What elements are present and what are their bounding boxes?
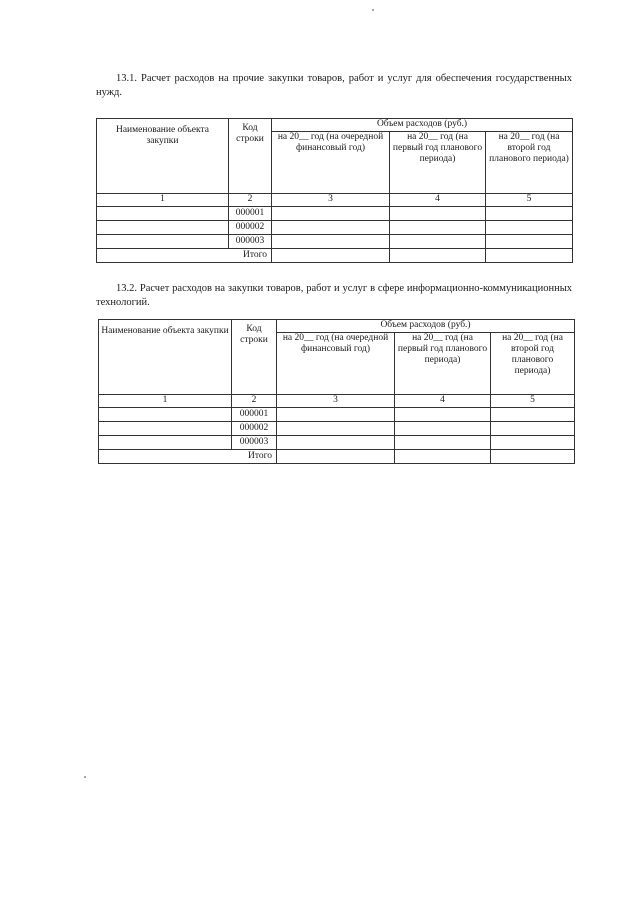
header-year-first-plan: на 20__ год (на первый год планового периода) xyxy=(390,132,486,194)
column-number: 2 xyxy=(232,395,277,408)
cell-value xyxy=(277,436,395,450)
cell-value xyxy=(486,221,573,235)
cell-code: 000003 xyxy=(232,436,277,450)
section-13-2-title: 13.2. Расчет расходов на закупки товаров, работ и услуг в сфере информационно-коммуникационных технологий. xyxy=(96,283,572,308)
cell-value xyxy=(272,249,390,263)
cell-value xyxy=(272,207,390,221)
cell-value xyxy=(277,408,395,422)
header-year-current: на 20__ год (на очередной финансовый год) xyxy=(272,132,390,194)
cell-code: 000001 xyxy=(232,408,277,422)
cell-code: 000001 xyxy=(229,207,272,221)
cell-value xyxy=(486,207,573,221)
cell-value xyxy=(491,422,575,436)
table-row xyxy=(97,207,573,221)
table-row xyxy=(97,221,573,235)
cell-value xyxy=(486,249,573,263)
header-year-current: на 20__ год (на очередной финансовый год) xyxy=(277,333,395,395)
section-13-1-title: 13.1. Расчет расходов на прочие закупки товаров, работ и услуг для обеспечения государственных нужд. xyxy=(96,73,572,98)
scan-speck xyxy=(84,776,86,778)
cell-value xyxy=(272,221,390,235)
cell-value xyxy=(390,249,486,263)
cell-value xyxy=(491,408,575,422)
cell-value xyxy=(272,235,390,249)
cell-value xyxy=(390,207,486,221)
cell-code: 000002 xyxy=(229,221,272,235)
table-row xyxy=(99,436,575,450)
total-label: Итого xyxy=(97,249,272,263)
column-number: 4 xyxy=(390,194,486,207)
header-year-second-plan: на 20__ год (на второй год планового периода) xyxy=(491,333,575,395)
column-number: 2 xyxy=(229,194,272,207)
cell-value xyxy=(277,422,395,436)
cell-code: 000002 xyxy=(232,422,277,436)
header-expense-volume: Объем расходов (руб.) xyxy=(277,320,575,333)
header-year-second-plan: на 20__ год (на второй год планового периода) xyxy=(486,132,573,194)
column-numbers-row xyxy=(99,395,575,408)
cell-value xyxy=(395,422,491,436)
cell-name xyxy=(97,221,229,235)
cell-value xyxy=(486,235,573,249)
cell-value xyxy=(390,235,486,249)
cell-value xyxy=(277,450,395,464)
header-object-name: Наименование объекта закупки xyxy=(97,119,229,194)
column-number: 3 xyxy=(277,395,395,408)
cell-name xyxy=(97,235,229,249)
cell-value xyxy=(395,436,491,450)
header-expense-volume: Объем расходов (руб.) xyxy=(272,119,573,132)
header-object-name: Наименование объекта закупки xyxy=(99,320,232,395)
header-year-first-plan: на 20__ год (на первый год планового периода) xyxy=(395,333,491,395)
total-row xyxy=(99,450,575,464)
cell-name xyxy=(97,207,229,221)
table-13-2 xyxy=(98,319,575,464)
cell-name xyxy=(99,422,232,436)
column-number: 3 xyxy=(272,194,390,207)
cell-code: 000003 xyxy=(229,235,272,249)
header-row-code: Код строки xyxy=(229,119,272,194)
total-label: Итого xyxy=(99,450,277,464)
table-row xyxy=(99,408,575,422)
cell-value xyxy=(491,436,575,450)
table-row xyxy=(99,422,575,436)
cell-name xyxy=(99,436,232,450)
cell-value xyxy=(395,408,491,422)
cell-value xyxy=(491,450,575,464)
header-row-code: Код строки xyxy=(232,320,277,395)
column-number: 5 xyxy=(486,194,573,207)
column-number: 4 xyxy=(395,395,491,408)
column-number: 1 xyxy=(97,194,229,207)
column-numbers-row xyxy=(97,194,573,207)
column-number: 1 xyxy=(99,395,232,408)
cell-value xyxy=(390,221,486,235)
column-number: 5 xyxy=(491,395,575,408)
cell-name xyxy=(99,408,232,422)
total-row xyxy=(97,249,573,263)
scan-speck xyxy=(372,9,374,11)
cell-value xyxy=(395,450,491,464)
table-13-1 xyxy=(96,118,573,263)
table-row xyxy=(97,235,573,249)
